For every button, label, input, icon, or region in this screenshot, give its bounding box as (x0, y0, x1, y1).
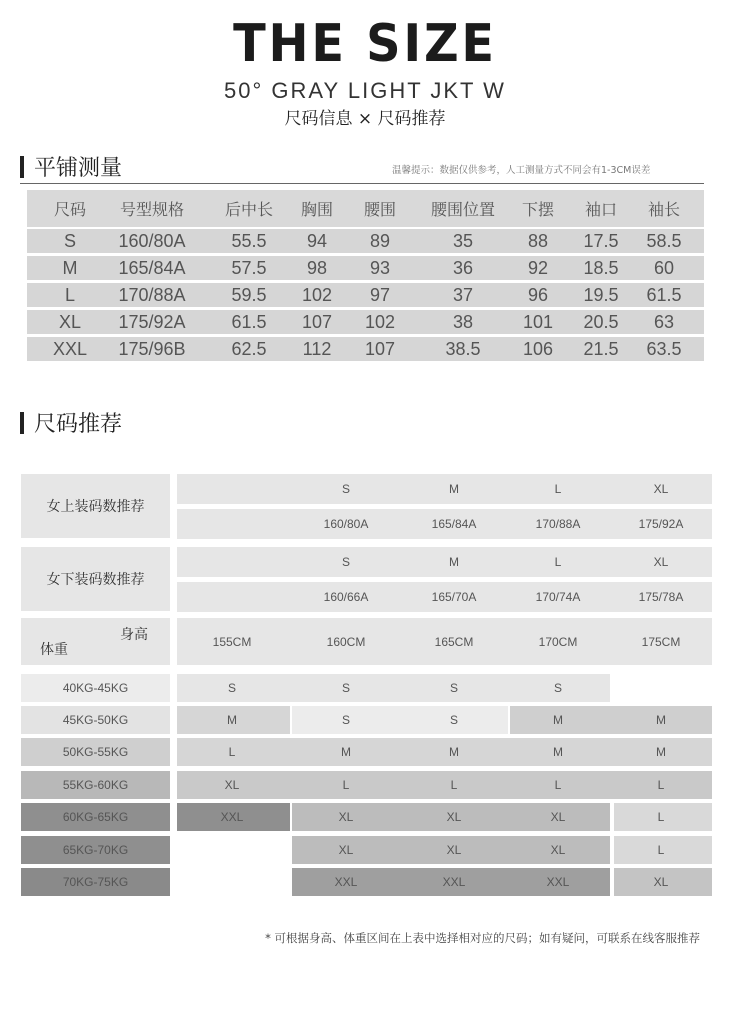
recommended-size: L (342, 778, 350, 792)
table-cell: 61.5 (231, 311, 267, 332)
recommended-size: L (657, 778, 665, 792)
page-title: THE SIZE (233, 14, 497, 74)
table-cell: 106 (522, 338, 554, 359)
height-weight-corner (21, 618, 170, 665)
table-cell: 35 (452, 230, 474, 251)
table-cell: XXL (52, 338, 88, 359)
table-cell: 93 (369, 257, 391, 278)
table-cell: 112 (302, 338, 332, 359)
height-value: 160CM (326, 634, 366, 649)
size-spec: 175/92A (638, 517, 684, 531)
column-header: 尺码 (53, 200, 86, 219)
column-header: 下摆 (521, 200, 554, 219)
table-cell: L (64, 284, 75, 305)
recommended-size: M (449, 745, 459, 759)
table-cell: XL (58, 311, 82, 332)
column-header: 袖长 (647, 200, 680, 219)
weight-range-label: 60KG-65KG (21, 803, 170, 831)
table-cell: 19.5 (583, 284, 619, 305)
table-cell: 170/88A (118, 284, 186, 305)
table-cell: 37 (452, 284, 474, 305)
table-cell: 62.5 (231, 338, 267, 359)
recommend-heading: 尺码推荐 (34, 412, 123, 437)
table-row (27, 310, 704, 334)
size-label: M (449, 482, 459, 496)
recommended-size: L (228, 745, 236, 759)
section-marker (20, 412, 24, 434)
table-row (27, 229, 704, 253)
column-header: 腰围位置 (430, 200, 495, 219)
recommended-size: M (656, 713, 666, 727)
size-label: L (554, 482, 562, 496)
table-cell: 63.5 (646, 338, 682, 359)
size-spec: 170/74A (535, 590, 581, 604)
size-label: L (554, 555, 562, 569)
recommended-size: L (657, 843, 665, 857)
column-header: 号型规格 (119, 200, 184, 219)
table-cell: 17.5 (583, 230, 619, 251)
column-header: 胸围 (300, 200, 333, 219)
recommended-size: XL (550, 843, 566, 857)
height-label: 身高 (120, 626, 148, 642)
bottom-size-label: 女下装码数推荐 (21, 547, 170, 611)
recommended-size: XL (653, 875, 669, 889)
table-cell: 165/84A (118, 257, 186, 278)
table-cell: 21.5 (583, 338, 619, 359)
table-cell: 60 (653, 257, 675, 278)
weight-range-label: 45KG-50KG (21, 706, 170, 734)
table-cell: M (62, 257, 78, 278)
table-cell: 59.5 (231, 284, 267, 305)
table-cell: 96 (527, 284, 549, 305)
height-value: 165CM (434, 634, 474, 649)
size-label: XL (653, 555, 669, 569)
footer-note: * 可根据身高、体重区间在上表中选择相对应的尺码；如有疑问，可联系在线客服推荐 (265, 931, 700, 945)
size-label: XL (653, 482, 669, 496)
column-header: 腰围 (363, 200, 396, 219)
recommended-size: S (449, 713, 458, 727)
recommended-size: XL (446, 810, 462, 824)
size-spec: 165/84A (431, 517, 477, 531)
page-subtitle: 尺码信息 × 尺码推荐 (284, 109, 446, 129)
table-cell: 61.5 (646, 284, 682, 305)
product-name: 50° GRAY LIGHT JKT W (224, 78, 506, 103)
recommended-size: XL (224, 778, 240, 792)
table-cell: 55.5 (231, 230, 267, 251)
recommended-size: XL (446, 843, 462, 857)
weight-range-label: 50KG-55KG (21, 738, 170, 766)
size-spec: 160/80A (323, 517, 369, 531)
recommended-size: M (553, 713, 563, 727)
section-marker (20, 156, 24, 178)
size-spec: 170/88A (535, 517, 581, 531)
table-cell: 102 (301, 284, 333, 305)
divider (20, 183, 704, 184)
table-cell: 88 (527, 230, 549, 251)
recommended-size: S (227, 681, 236, 695)
weight-range-label: 70KG-75KG (21, 868, 170, 896)
table-row (27, 337, 704, 361)
table-row (27, 283, 704, 307)
recommended-size: M (553, 745, 563, 759)
height-value: 170CM (538, 634, 578, 649)
recommended-size: S (449, 681, 458, 695)
table-cell: 38.5 (445, 338, 481, 359)
table-cell: 36 (452, 257, 474, 278)
size-label: S (341, 555, 350, 569)
recommended-size: XL (338, 843, 354, 857)
table-cell: 175/96B (118, 338, 186, 359)
table-cell: 92 (527, 257, 549, 278)
recommended-size: XL (550, 810, 566, 824)
recommended-size: XXL (442, 875, 466, 889)
table-cell: 18.5 (583, 257, 619, 278)
size-spec: 165/70A (431, 590, 477, 604)
recommended-size: S (341, 713, 350, 727)
table-cell: 38 (452, 311, 474, 332)
recommended-size: M (227, 713, 237, 727)
recommended-size: XXL (334, 875, 358, 889)
table-cell: 20.5 (583, 311, 619, 332)
recommended-size: S (553, 681, 562, 695)
table-cell: S (63, 230, 76, 251)
table-cell: 89 (369, 230, 391, 251)
size-label: S (341, 482, 350, 496)
table-cell: 102 (364, 311, 396, 332)
weight-range-label: 65KG-70KG (21, 836, 170, 864)
table-cell: 107 (364, 338, 396, 359)
recommended-size: M (341, 745, 351, 759)
column-header: 后中长 (224, 200, 273, 219)
table-cell: 58.5 (646, 230, 682, 251)
measure-header-row (27, 190, 704, 227)
measure-note: 温馨提示：数据仅供参考，人工测量方式不同会有1-3CM误差 (392, 165, 651, 176)
recommended-size: XXL (220, 810, 244, 824)
table-cell: 98 (306, 257, 328, 278)
weight-range-label: 40KG-45KG (21, 674, 170, 702)
weight-range-label: 55KG-60KG (21, 771, 170, 799)
recommended-size: L (450, 778, 458, 792)
measure-heading: 平铺测量 (34, 156, 123, 181)
height-value: 155CM (212, 634, 252, 649)
table-cell: 57.5 (231, 257, 267, 278)
recommended-size: S (341, 681, 350, 695)
table-cell: 175/92A (118, 311, 186, 332)
table-cell: 101 (522, 311, 554, 332)
size-spec: 160/66A (323, 590, 369, 604)
recommended-size: XXL (546, 875, 570, 889)
size-spec: 175/78A (638, 590, 684, 604)
weight-label: 体重 (40, 641, 68, 657)
recommended-size: L (657, 810, 665, 824)
recommended-size: XL (338, 810, 354, 824)
column-header: 袖口 (584, 200, 617, 219)
table-cell: 97 (369, 284, 391, 305)
table-cell: 107 (301, 311, 333, 332)
size-label: M (449, 555, 459, 569)
table-cell: 94 (306, 230, 328, 251)
table-cell: 63 (653, 311, 675, 332)
table-row (27, 256, 704, 280)
table-cell: 160/80A (118, 230, 186, 251)
recommended-size: L (554, 778, 562, 792)
recommended-size: M (656, 745, 666, 759)
height-value: 175CM (641, 634, 681, 649)
top-size-label: 女上装码数推荐 (21, 474, 170, 538)
